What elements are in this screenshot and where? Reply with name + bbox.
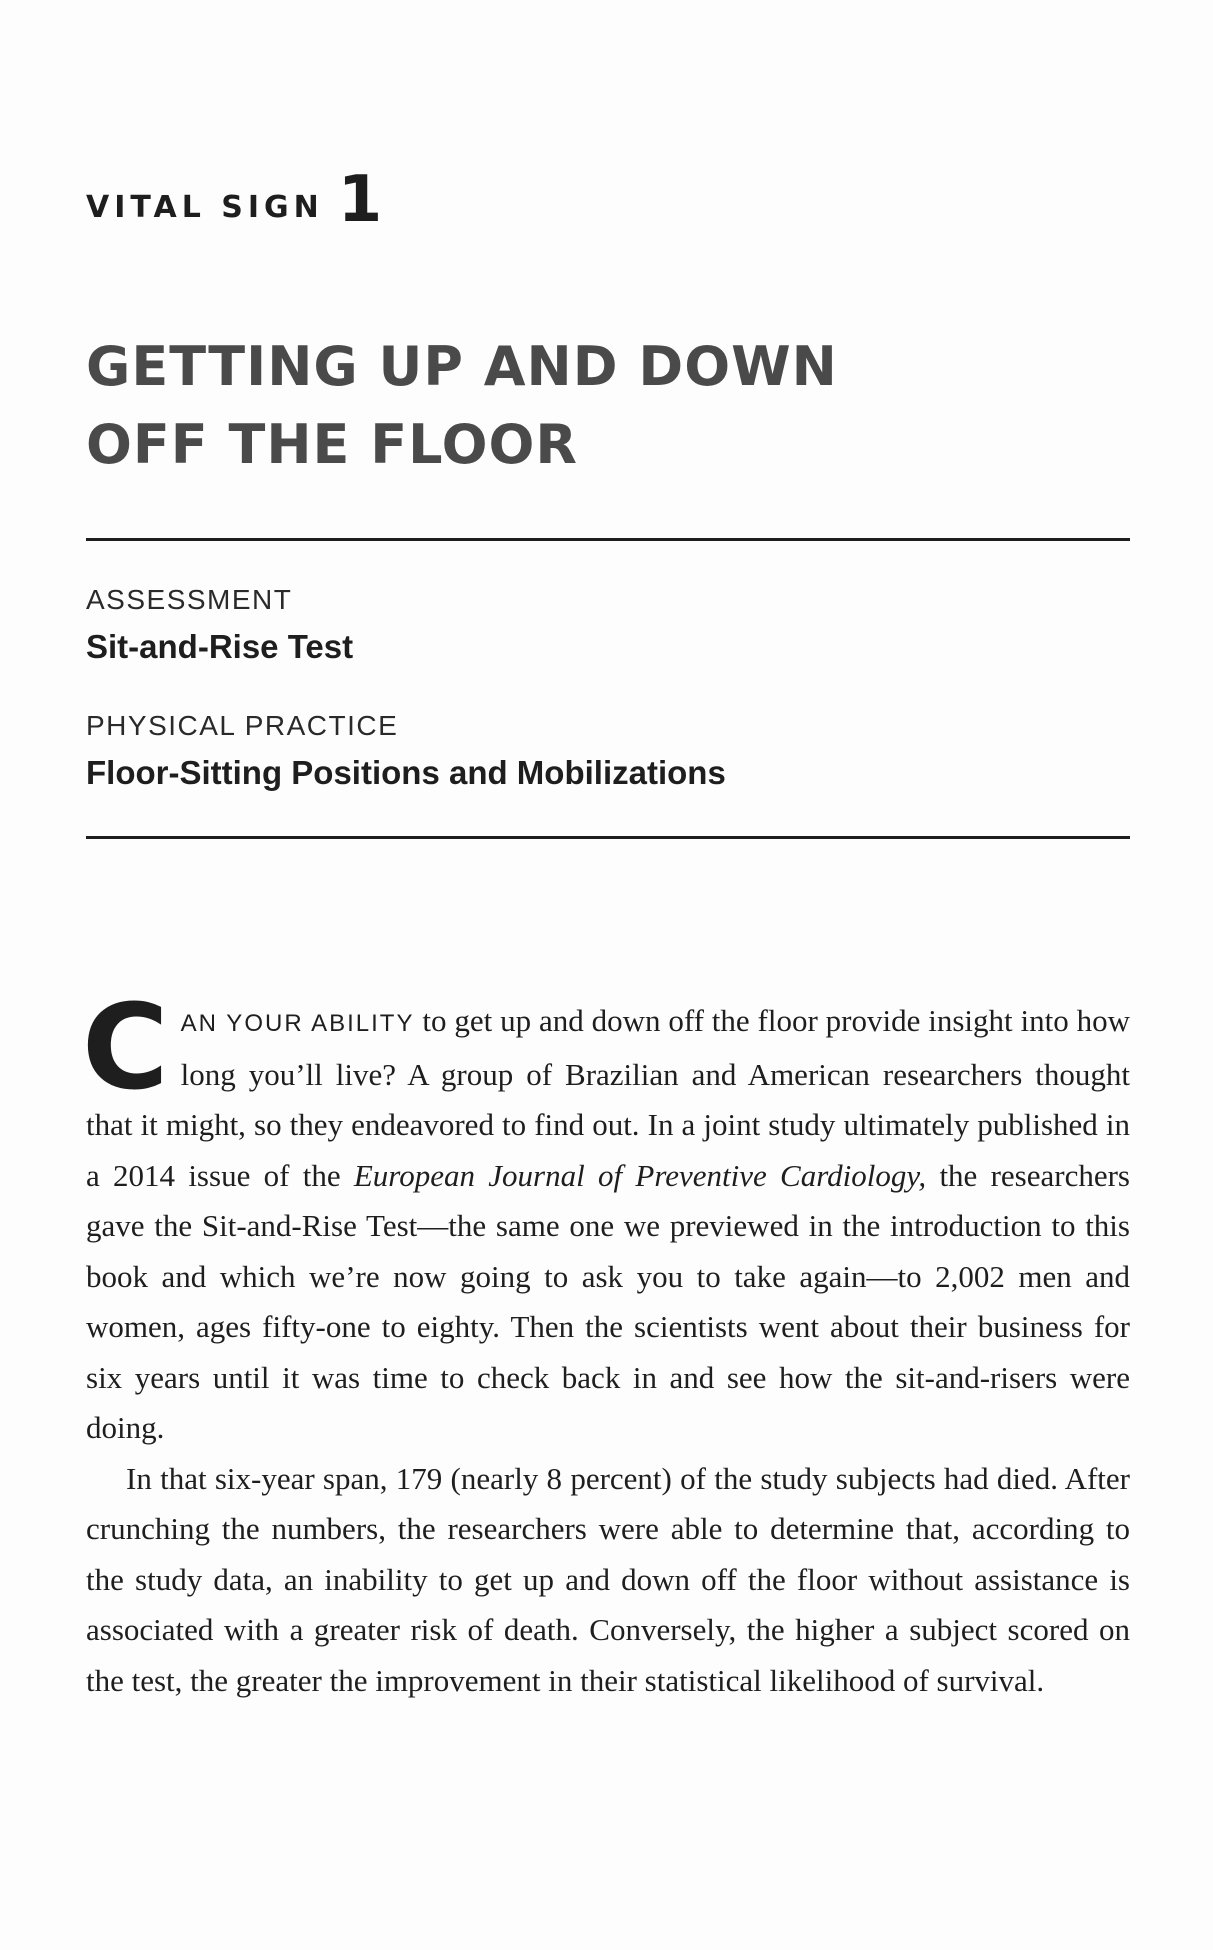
paragraph-1-text-b: the researchers gave the Sit-and-Rise Test—the same one we previewed in the introduction to this book and which we’re now going to ask you to take again—to 2,002 men and women, ages fifty-one to eighty. Then the scientists went about their business for six years until it was time to check back in and see how the sit-and-risers were doing.	[86, 1157, 1130, 1445]
practice-title: Floor-Sitting Positions and Mobilizations	[86, 754, 726, 791]
paragraph-1	[82, 978, 1131, 1454]
chapter-label-text: VITAL SIGN	[86, 190, 324, 225]
chapter-title-line2: OFF THE FLOOR	[86, 413, 578, 476]
paragraph-2: In that six-year span, 179 (nearly 8 percent) of the study subjects had died. After crunching the numbers, the researchers were able to determine that, according to the study data, an inability to get up and down off the floor without assistance is associated with a greater risk of death. Conversely, the higher a subject scored on the test, the greater the improvement in their statistical likelihood of survival.	[86, 1460, 1130, 1698]
drop-cap: C	[82, 978, 169, 1116]
chapter-title	[86, 328, 1126, 484]
paragraph-1-text-a: to get up and down off the floor provide insight into how long you’ll live? A group of Brazilian and American researchers thought that it might, so they endeavored to find out. In a joint study ultimately published in a 2014 issue of the	[86, 1003, 1131, 1193]
opening-smallcaps: AN YOUR ABILITY	[180, 1010, 415, 1037]
body-text	[82, 978, 1131, 1706]
chapter-number: 1	[337, 163, 383, 237]
top-divider	[86, 538, 1130, 541]
chapter-label	[86, 163, 383, 237]
assessment-kicker: ASSESSMENT	[86, 584, 293, 615]
bottom-divider	[86, 836, 1130, 839]
chapter-title-line1: GETTING UP AND DOWN	[86, 335, 838, 398]
journal-title: European Journal of Preventive Cardiology,	[353, 1157, 927, 1193]
assessment-title: Sit-and-Rise Test	[86, 628, 354, 665]
practice-kicker: PHYSICAL PRACTICE	[86, 710, 399, 741]
